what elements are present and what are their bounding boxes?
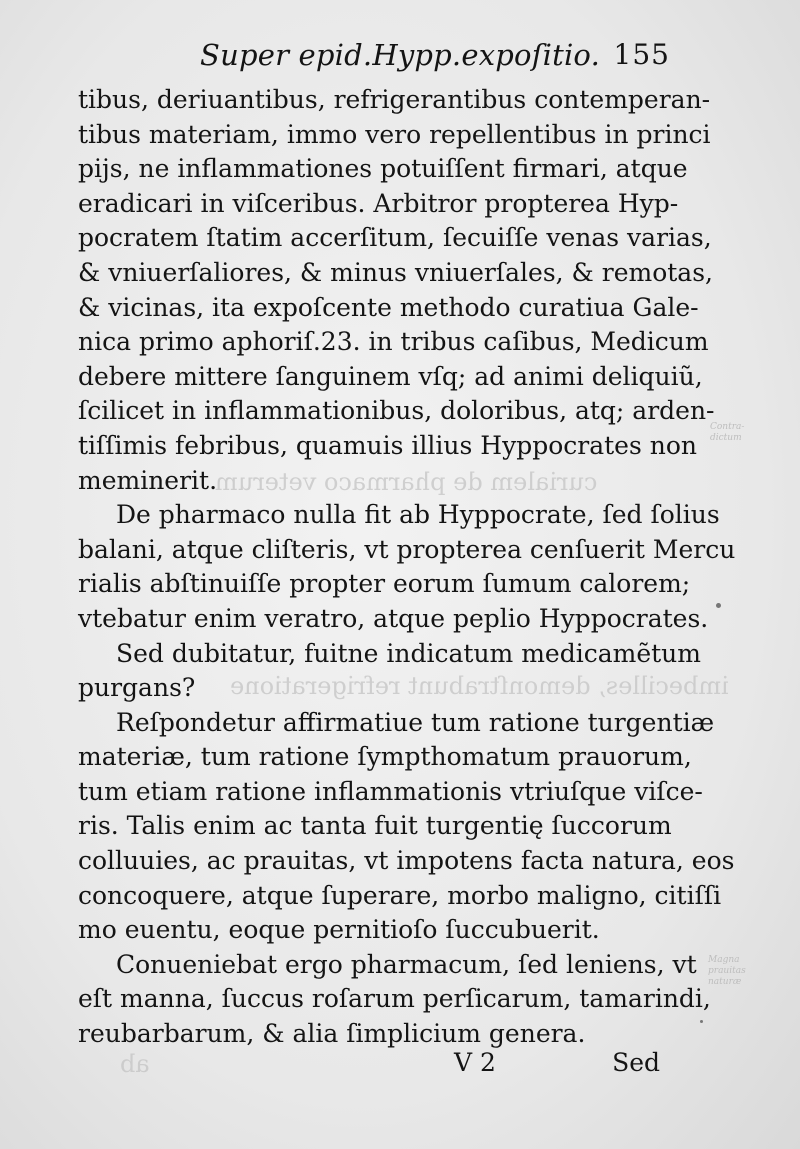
show-through-margin-note: Contra- dictum <box>710 422 745 443</box>
text-line: pijs, ne inflammationes potuiſſent firmari, atque <box>78 154 688 184</box>
text-line: colluuies, ac prauitas, vt impotens facta natura, eos <box>78 846 735 876</box>
text-line: balani, atque cliſteris, vt propterea cenſuerit Mercu <box>78 534 736 564</box>
show-through-margin-note: Magna prauitas naturæ <box>708 955 746 987</box>
text-line: eradicari in viſceribus. Arbitror propterea Hyp- <box>78 188 679 218</box>
text-line: eſt manna, ſuccus roſarum perſicarum, tamarindi, <box>78 984 711 1014</box>
signature-mark: V 2 <box>454 1048 496 1077</box>
text-line: meminerit. <box>78 465 218 495</box>
show-through-text: imbecilles, demonſtrabunt refrigeratione <box>230 672 729 700</box>
paragraph-start-line: De pharmaco nulla fit ab Hyppocrate, ſed ſolius <box>116 500 720 530</box>
text-line: mo euentu, eoque pernitioſo ſuccubuerit. <box>78 915 600 945</box>
text-line: & vniuerſaliores, & minus vniuerſales, & remotas, <box>78 257 713 287</box>
text-line: ſcilicet in inflammationibus, doloribus, atq; arden- <box>78 396 715 426</box>
text-line: concoquere, atque ſuperare, morbo maligno, citiſſi <box>78 880 722 910</box>
ink-speck <box>716 603 721 608</box>
text-line: nica primo aphoriſ.23. in tribus caſibus, Medicum <box>78 327 709 357</box>
text-line: & vicinas, ita expoſcente methodo curatiua Gale- <box>78 292 699 322</box>
page-header <box>200 38 670 78</box>
text-line: tibus, deriuantibus, refrigerantibus contemperan- <box>78 85 711 114</box>
show-through-text: ab <box>120 1050 150 1078</box>
ink-speck <box>700 1020 703 1023</box>
text-line: tibus materiam, immo vero repellentibus in princi <box>78 119 711 149</box>
text-line: debere mittere ſanguinem vſq; ad animi deliquiũ, <box>78 361 703 391</box>
text-line: ris. Talis enim ac tanta fuit turgentię ſuccorum <box>78 811 672 841</box>
running-head: Super epid.Hypp.expoſitio. <box>200 38 600 72</box>
catchword: Sed <box>612 1048 660 1077</box>
text-line: purgans? <box>78 673 196 703</box>
page-number: 155 <box>613 38 670 71</box>
text-line: vtebatur enim veratro, atque peplio Hyppocrates. <box>78 603 709 633</box>
text-line: materiæ, tum ratione ſympthomatum prauorum, <box>78 742 692 772</box>
paragraph-start-line: Reſpondetur affirmatiue tum ratione turgentiæ <box>116 707 715 737</box>
paragraph-start-line: Sed dubitatur, fuitne indicatum medicamẽtum <box>116 638 701 668</box>
text-line: tiſſimis febribus, quamuis illius Hyppocrates non <box>78 430 698 460</box>
text-line: pocratem ſtatim accerſitum, ſecuiſſe venas varias, <box>78 223 712 253</box>
text-line: rialis abſtinuiſſe propter eorum ſumum calorem; <box>78 569 691 599</box>
page-footer <box>440 1048 660 1084</box>
text-line: reubarbarum, & alia ſimplicium genera. <box>78 1019 586 1049</box>
paragraph-start-line: Conueniebat ergo pharmacum, ſed leniens, vt <box>116 949 697 979</box>
text-line: tum etiam ratione inflammationis vtriuſque viſce- <box>78 776 703 806</box>
show-through-text: curialem de pharmaco veterum <box>215 468 598 496</box>
